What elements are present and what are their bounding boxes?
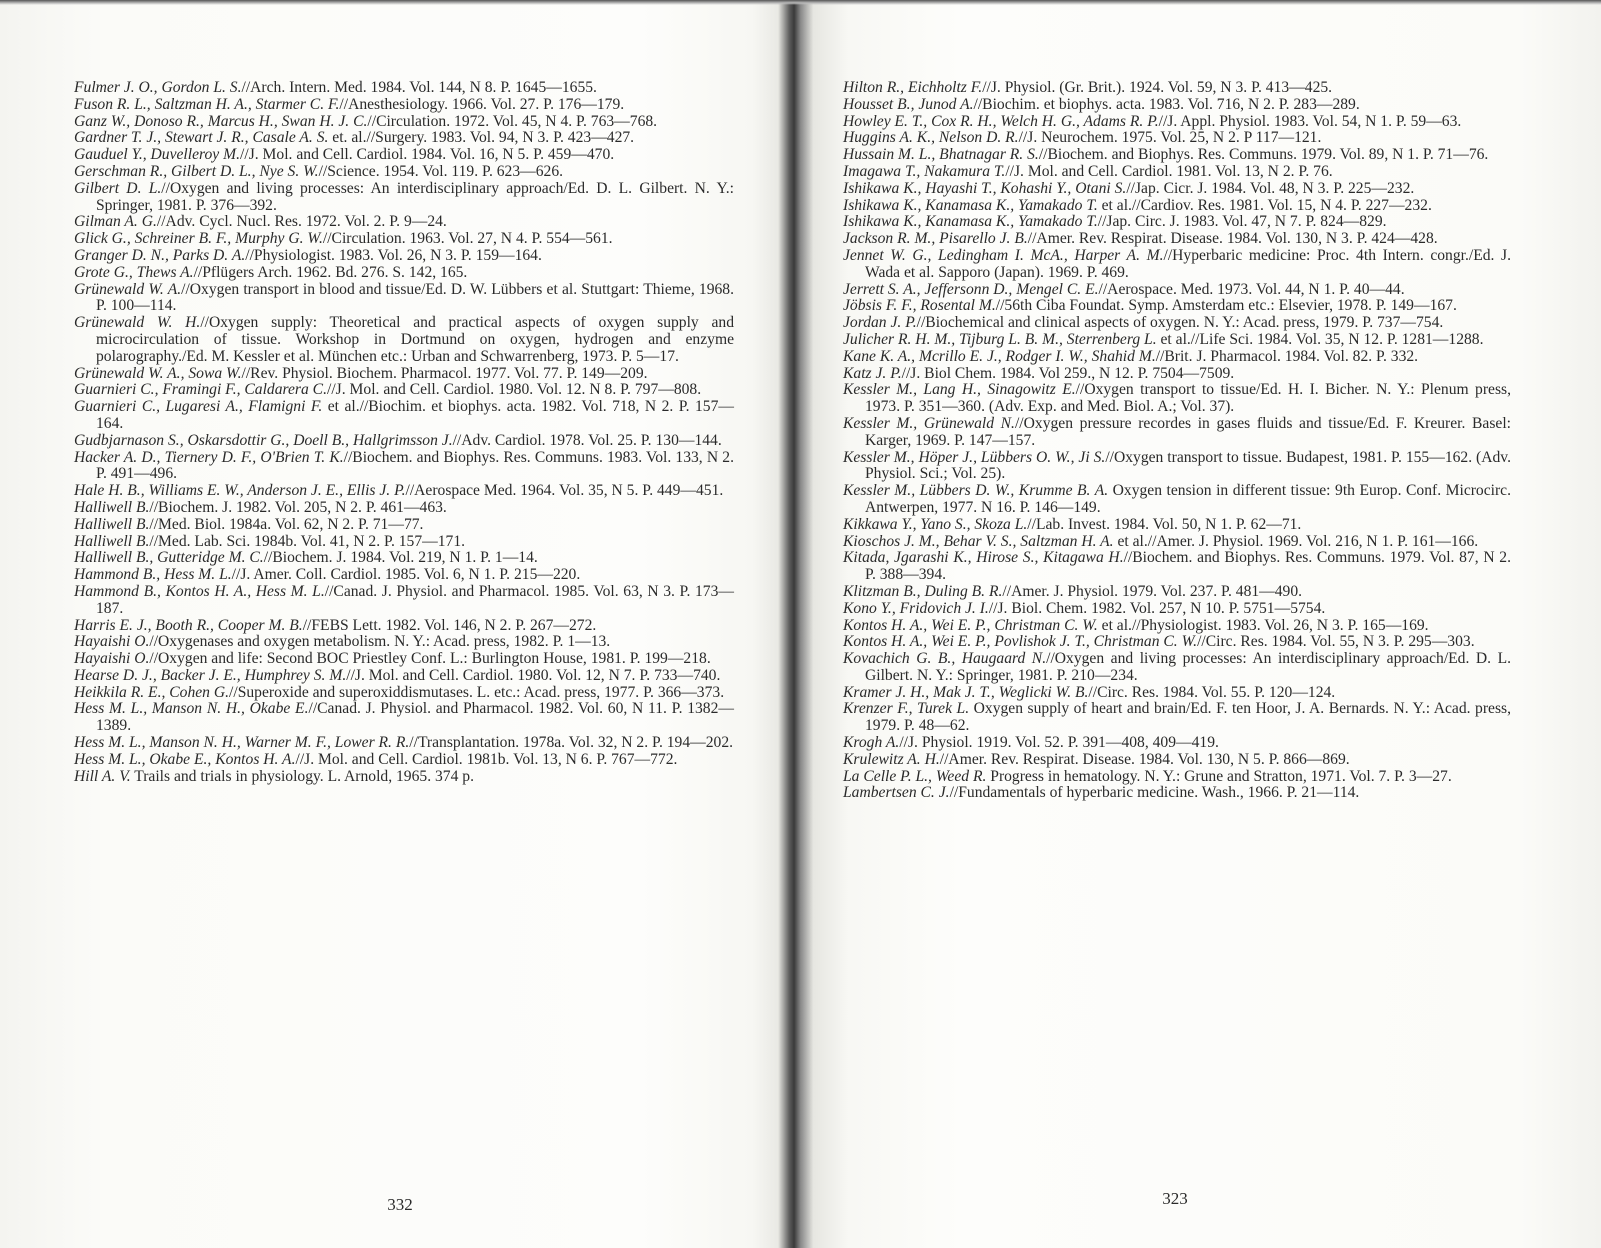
reference-authors: Hacker A. D., Tiernery D. F., O'Brien T. K.	[74, 448, 344, 466]
reference-details: //J. Mol. and Cell. Cardiol. 1984. Vol. 16, N 5. P. 459—470.	[240, 146, 615, 164]
reference-details: //Hyperbaric medicine: Proc. 4th Intern. congr./Ed. J. Wada et al. Sapporo (Japan). 1969. P. 469.	[865, 246, 1511, 281]
reference-authors: Kovachich G. B., Haugaard N.	[843, 650, 1047, 668]
reference-entry	[74, 567, 734, 584]
reference-entry	[843, 80, 1511, 97]
reference-details: //Adv. Cardiol. 1978. Vol. 25. P. 130—144.	[452, 431, 722, 449]
reference-authors: Kontos H. A., Wei E. P., Christman C. W.	[843, 616, 1098, 634]
reference-details: //Arch. Intern. Med. 1984. Vol. 144, N 8. P. 1645—1655.	[241, 79, 597, 96]
reference-authors: Halliwell B., Gutteridge M. C.	[74, 549, 264, 567]
reference-authors: Krulewitz A. H.	[843, 750, 940, 768]
reference-details: //J. Biol Chem. 1984. Vol 259., N 12. P. 7504—7509.	[901, 364, 1235, 382]
reference-authors: Grünewald W. A., Sowa W.	[74, 364, 242, 382]
reference-entry	[74, 769, 734, 786]
reference-entry	[843, 634, 1511, 651]
reference-authors: Fulmer J. O., Gordon L. S.	[74, 79, 242, 96]
reference-authors: Ganz W., Donoso R., Marcus H., Swan H. J. C.	[74, 112, 368, 130]
reference-details: //Circulation. 1972. Vol. 45, N 4. P. 763—768.	[367, 112, 658, 130]
reference-entry	[843, 450, 1511, 484]
reference-entry	[843, 382, 1511, 416]
reference-entry	[843, 97, 1511, 114]
reference-entry	[74, 450, 734, 484]
reference-authors: Gauduel Y., Duvelleroy M.	[74, 146, 241, 164]
reference-details: //J. Physiol. (Gr. Brit.). 1924. Vol. 59, N 3. P. 413—425.	[982, 79, 1333, 96]
reference-authors: Glick G., Schreiner B. F., Murphy G. W.	[74, 230, 323, 248]
reference-details: //Aerospace Med. 1964. Vol. 35, N 5. P. 449—451.	[405, 482, 724, 500]
reference-authors: Heikkila R. E., Cohen G.	[74, 683, 230, 701]
right-page	[843, 80, 1511, 802]
reference-entry	[74, 517, 734, 534]
left-page	[74, 80, 734, 785]
reference-entry	[74, 433, 734, 450]
reference-entry	[843, 752, 1511, 769]
reference-authors: Housset B., Junod A.	[843, 95, 974, 113]
reference-authors: Grünewald W. H.	[74, 314, 201, 332]
reference-entry	[74, 97, 734, 114]
reference-entry	[74, 584, 734, 618]
reference-details: et al.//Cardiov. Res. 1981. Vol. 15, N 4. P. 227—232.	[1097, 196, 1432, 214]
reference-authors: Kessler M., Lang H., Sinagowitz E.	[843, 381, 1076, 399]
reference-authors: Halliwell B.	[74, 515, 150, 533]
reference-authors: Kessler M., Grünewald N.	[843, 414, 1015, 432]
reference-entry	[843, 785, 1511, 802]
reference-authors: Jennet W. G., Ledingham I. McA., Harper A. M.	[843, 246, 1164, 264]
reference-details: //Amer. Rev. Respirat. Disease. 1984. Vol. 130, N 5. P. 866—869.	[939, 750, 1350, 768]
reference-details: //Aerospace. Med. 1973. Vol. 44, N 1. P. 40—44.	[1098, 280, 1405, 298]
reference-details: //Med. Biol. 1984a. Vol. 62, N 2. P. 71—77.	[149, 515, 424, 533]
reference-authors: Granger D. N., Parks D. A.	[74, 246, 246, 264]
reference-details: //Adv. Cycl. Nucl. Res. 1972. Vol. 2. P. 9—24.	[156, 213, 447, 231]
reference-authors: Klitzman B., Duling B. R.	[843, 582, 1003, 600]
reference-details: //Anesthesiology. 1966. Vol. 27. P. 176—179.	[339, 95, 625, 113]
reference-entry	[843, 618, 1511, 635]
reference-details: //Jap. Circ. J. 1983. Vol. 47, N 7. P. 824—829.	[1097, 213, 1387, 231]
reference-authors: Guarnieri C., Lugaresi A., Flamigni F.	[74, 398, 323, 416]
reference-details: //Oxygen transport to tissue. Budapest, 1981. P. 155—162. (Adv. Physiol. Sci.; Vol. 25).	[865, 448, 1511, 483]
reference-authors: Kontos H. A., Wei E. P., Povlishok J. T., Christman C. W.	[843, 633, 1198, 651]
reference-entry	[74, 634, 734, 651]
reference-entry	[74, 651, 734, 668]
reference-authors: Hayaishi O.	[74, 633, 150, 651]
reference-entry	[843, 701, 1511, 735]
reference-authors: Krenzer F., Turek L.	[843, 700, 970, 718]
reference-details: //Biochem. J. 1982. Vol. 205, N 2. P. 461—463.	[149, 498, 447, 516]
reference-entry	[843, 517, 1511, 534]
reference-entry	[74, 315, 734, 365]
reference-entry	[843, 534, 1511, 551]
reference-details: //J. Amer. Coll. Cardiol. 1985. Vol. 6, N 1. P. 215—220.	[231, 566, 581, 584]
reference-details: //Fundamentals of hyperbaric medicine. Wash., 1966. P. 21—114.	[949, 784, 1360, 802]
reference-details: //J. Neurochem. 1975. Vol. 25, N 2. P 117—121.	[1018, 129, 1322, 147]
reference-entry	[843, 735, 1511, 752]
reference-details: Progress in hematology. N. Y.: Grune and Stratton, 1971. Vol. 7. P. 3—27.	[986, 767, 1452, 785]
reference-authors: Gilbert D. L.	[74, 179, 162, 197]
reference-details: //Amer. J. Physiol. 1979. Vol. 237. P. 481—490.	[1002, 582, 1303, 600]
reference-details: //J. Mol. and Cell. Cardiol. 1981b. Vol. 13, N 6. P. 767—772.	[295, 750, 678, 768]
reference-authors: Gilman A. G.	[74, 213, 157, 231]
reference-details: //Oxygen and living processes: An interdisciplinary approach/Ed. D. L. Gilbert. N. Y.: Springer, 1981. P. 210—234.	[865, 650, 1512, 684]
reference-authors: Hill A. V.	[74, 767, 131, 785]
reference-authors: Hess M. L., Manson N. H., Okabe E.	[74, 700, 309, 718]
reference-entry	[843, 114, 1511, 131]
reference-entry	[74, 752, 734, 769]
reference-authors: Hammond B., Kontos H. A., Hess M. L.	[74, 582, 325, 600]
reference-details: //Circ. Res. 1984. Vol. 55, N 3. P. 295—303.	[1197, 633, 1475, 651]
reference-authors: Hammond B., Hess M. L.	[74, 566, 232, 584]
reference-entry	[843, 147, 1511, 164]
reference-authors: Hilton R., Eichholtz F.	[843, 79, 983, 96]
reference-details: //Physiologist. 1983. Vol. 26, N 3. P. 159—164.	[245, 246, 542, 264]
left-page-number: 332	[387, 1195, 413, 1214]
reference-details: //Oxygen and living processes: An interdisciplinary approach/Ed. D. L. Gilbert. N. Y.: Springer, 1981. P. 376—392.	[96, 179, 734, 214]
right-reference-list	[843, 80, 1511, 802]
reference-entry	[74, 500, 734, 517]
reference-details: //J. Mol. and Cell. Cardiol. 1981. Vol. 13, N 2. P. 76.	[1005, 162, 1333, 180]
reference-details: //Oxygen transport in blood and tissue/Ed. D. W. Lübbers et al. Stuttgart: Thieme, 1968. P. 100—114.	[96, 280, 734, 315]
reference-entry	[74, 618, 734, 635]
reference-details: //Circulation. 1963. Vol. 27, N 4. P. 554—561.	[322, 230, 613, 248]
reference-authors: Ishikawa K., Kanamasa K., Yamakado T.	[843, 196, 1098, 214]
reference-details: //Oxygen supply: Theoretical and practical aspects of oxygen supply and microcirculation of tissue. Workshop in Dortmund on oxygen, hydrogen and enzyme polarography./Ed. M. Kessler et al. München etc.: Urban and Schwarrenberg, 1973. P. 5—17.	[96, 314, 734, 365]
reference-entry	[74, 701, 734, 735]
reference-details: //J. Mol. and Cell. Cardiol. 1980. Vol. 12, N 7. P. 733—740.	[346, 666, 721, 684]
reference-entry	[74, 735, 734, 752]
reference-authors: Jöbsis F. F., Rosental M.	[843, 297, 996, 315]
reference-entry	[843, 601, 1511, 618]
reference-details: Oxygen tension in different tissue: 9th Europ. Conf. Microcirc. Antwerpen, 1977. N 16. P. 146—149.	[865, 482, 1511, 516]
reference-details: //Canad. J. Physiol. and Pharmacol. 1982. Vol. 60, N 11. P. 1382—1389.	[96, 700, 734, 735]
reference-entry	[843, 349, 1511, 366]
reference-details: //Biochem. and Biophys. Res. Communs. 1979. Vol. 89, N 1. P. 71—76.	[1038, 146, 1489, 164]
reference-entry	[74, 483, 734, 500]
reference-entry	[74, 366, 734, 383]
reference-details: et. al.//Surgery. 1983. Vol. 94, N 3. P. 423—427.	[328, 129, 635, 147]
reference-entry	[74, 685, 734, 702]
reference-authors: Guarnieri C., Framingi F., Caldarera C.	[74, 381, 327, 399]
reference-authors: Halliwell B.	[74, 498, 150, 516]
reference-authors: Julicher R. H. M., Tijburg L. B. M., Sterrenberg L.	[843, 330, 1157, 348]
reference-authors: Harris E. J., Booth R., Cooper M. B.	[74, 616, 303, 634]
reference-details: //Lab. Invest. 1984. Vol. 50, N 1. P. 62—71.	[1027, 515, 1302, 533]
reference-authors: Hess M. L., Okabe E., Kontos H. A.	[74, 750, 296, 768]
reference-authors: Kessler M., Lübbers D. W., Krumme B. A.	[843, 482, 1109, 500]
reference-authors: Kitada, Jgarashi K., Hirose S., Kitagawa H.	[843, 549, 1124, 567]
reference-details: //Oxygenases and oxygen metabolism. N. Y.: Acad. press, 1982. P. 1—13.	[149, 633, 611, 651]
reference-entry	[843, 231, 1511, 248]
reference-authors: Gudbjarnason S., Oskarsdottir G., Doell B., Hallgrimsson J.	[74, 431, 453, 449]
top-edge-shadow	[0, 0, 1601, 5]
reference-entry	[843, 769, 1511, 786]
reference-details: //Amer. Rev. Respirat. Disease. 1984. Vol. 130, N 3. P. 424—428.	[1027, 230, 1438, 248]
reference-authors: Hussain M. L., Bhatnagar R. S.	[843, 146, 1039, 164]
reference-details: Trails and trials in physiology. L. Arnold, 1965. 374 p.	[130, 767, 474, 785]
reference-entry	[843, 282, 1511, 299]
reference-entry	[74, 382, 734, 399]
reference-details: //Science. 1954. Vol. 119. P. 623—626.	[318, 162, 564, 180]
reference-details: //J. Biol. Chem. 1982. Vol. 257, N 10. P. 5751—5754.	[988, 599, 1326, 617]
reference-details: //Superoxide and superoxiddismutases. L. etc.: Acad. press, 1977. P. 366—373.	[229, 683, 725, 701]
reference-entry	[74, 282, 734, 316]
reference-details: et al.//Life Sci. 1984. Vol. 35, N 12. P. 1281—1288.	[1156, 330, 1484, 348]
reference-authors: Grünewald W. A.	[74, 280, 182, 298]
reference-details: //Pflügers Arch. 1962. Bd. 276. S. 142, 165.	[193, 263, 468, 281]
reference-entry	[74, 147, 734, 164]
reference-entry	[843, 298, 1511, 315]
reference-authors: Lambertsen C. J.	[843, 784, 950, 802]
reference-details: //Biochem. J. 1984. Vol. 219, N 1. P. 1—14.	[263, 549, 538, 567]
reference-entry	[74, 534, 734, 551]
left-reference-list	[74, 80, 734, 785]
reference-details: et al.//Biochim. et biophys. acta. 1982. Vol. 718, N 2. P. 157—164.	[96, 398, 734, 432]
reference-authors: Hayaishi O.	[74, 650, 150, 668]
reference-entry	[74, 231, 734, 248]
reference-entry	[843, 181, 1511, 198]
reference-entry	[74, 114, 734, 131]
reference-authors: Hess M. L., Manson N. H., Warner M. F., Lower R. R.	[74, 734, 410, 752]
reference-authors: Kikkawa Y., Yano S., Skoza L.	[843, 515, 1028, 533]
reference-details: //Canad. J. Physiol. and Pharmacol. 1985. Vol. 63, N 3. P. 173—187.	[96, 582, 734, 617]
reference-authors: Howley E. T., Cox R. H., Welch H. G., Adams R. P.	[843, 112, 1159, 130]
reference-entry	[74, 265, 734, 282]
reference-authors: Hale H. B., Williams E. W., Anderson J. E., Ellis J. P.	[74, 482, 406, 500]
reference-details: //Oxygen and life: Second BOC Priestley Conf. L.: Burlington House, 1981. P. 199—218.	[149, 650, 711, 668]
reference-entry	[843, 685, 1511, 702]
reference-details: //Transplantation. 1978a. Vol. 32, N 2. P. 194—202.	[409, 734, 734, 752]
reference-details: //FEBS Lett. 1982. Vol. 146, N 2. P. 267—272.	[302, 616, 597, 634]
reference-entry	[843, 584, 1511, 601]
reference-authors: Ishikawa K., Hayashi T., Kohashi Y., Otani S.	[843, 179, 1127, 197]
reference-entry	[843, 651, 1511, 685]
reference-details: //Biochem. and Biophys. Res. Communs. 1979. Vol. 87, N 2. P. 388—394.	[865, 549, 1511, 584]
reference-details: //Oxygen transport to tissue/Ed. H. I. Bicher. N. Y.: Plenum press, 1973. P. 351—360. (Adv. Exp. and Med. Biol. A.; Vol. 37).	[865, 381, 1511, 416]
reference-details: //56th Ciba Foundat. Symp. Amsterdam etc.: Elsevier, 1978. P. 149—167.	[995, 297, 1457, 315]
reference-details: //Oxygen pressure recordes in gases fluids and tissue/Ed. F. Kreurer. Basel: Karger, 1969. P. 147—157.	[865, 414, 1512, 449]
reference-details: et al.//Amer. J. Physiol. 1969. Vol. 216, N 1. P. 161—166.	[1113, 532, 1479, 550]
reference-entry	[843, 214, 1511, 231]
reference-entry	[843, 315, 1511, 332]
reference-authors: Imagawa T., Nakamura T.	[843, 162, 1006, 180]
reference-authors: Halliwell B.	[74, 532, 150, 550]
reference-details: //J. Mol. and Cell. Cardiol. 1980. Vol. 12. N 8. P. 797—808.	[327, 381, 702, 399]
reference-authors: Katz J. P.	[843, 364, 902, 382]
reference-details: //Biochemical and clinical aspects of oxygen. N. Y.: Acad. press, 1979. P. 737—754.	[916, 314, 1444, 332]
reference-authors: Jerrett S. A., Jeffersonn D., Mengel C. E.	[843, 280, 1099, 298]
right-page-number: 323	[1162, 1189, 1188, 1208]
reference-authors: Kramer J. H., Mak J. T., Weglicki W. B.	[843, 683, 1089, 701]
reference-entry	[843, 483, 1511, 517]
reference-entry	[74, 214, 734, 231]
reference-entry	[74, 248, 734, 265]
reference-entry	[74, 668, 734, 685]
reference-details: et al.//Physiologist. 1983. Vol. 26, N 3. P. 165—169.	[1097, 616, 1429, 634]
reference-entry	[843, 416, 1511, 450]
reference-authors: Ishikawa K., Kanamasa K., Yamakado T.	[843, 213, 1098, 231]
reference-entry	[74, 181, 734, 215]
reference-entry	[843, 248, 1511, 282]
reference-entry	[843, 130, 1511, 147]
reference-entry	[843, 198, 1511, 215]
reference-details: //Circ. Res. 1984. Vol. 55. P. 120—124.	[1088, 683, 1336, 701]
reference-details: //Med. Lab. Sci. 1984b. Vol. 41, N 2. P. 157—171.	[149, 532, 466, 550]
reference-entry	[843, 366, 1511, 383]
reference-entry	[843, 332, 1511, 349]
reference-details: //J. Physiol. 1919. Vol. 52. P. 391—408, 409—419.	[899, 734, 1219, 752]
reference-authors: Krogh A.	[843, 734, 900, 752]
reference-entry	[843, 550, 1511, 584]
reference-authors: Jackson R. M., Pisarello J. B.	[843, 230, 1028, 248]
reference-authors: Grote G., Thews A.	[74, 263, 194, 281]
reference-details: Oxygen supply of heart and brain/Ed. F. ten Hoor, J. A. Bernards. N. Y.: Acad. press, 1979. P. 48—62.	[865, 700, 1511, 735]
reference-entry	[74, 164, 734, 181]
reference-details: //Biochim. et biophys. acta. 1983. Vol. 716, N 2. P. 283—289.	[973, 95, 1360, 113]
reference-details: //Biochem. and Biophys. Res. Communs. 1983. Vol. 133, N 2. P. 491—496.	[96, 448, 734, 483]
reference-entry	[843, 164, 1511, 181]
reference-authors: Gardner T. J., Stewart J. R., Casale A. S.	[74, 129, 329, 147]
reference-authors: Fuson R. L., Saltzman H. A., Starmer C. F.	[74, 95, 340, 113]
reference-authors: La Celle P. L., Weed R.	[843, 767, 987, 785]
reference-details: //Brit. J. Pharmacol. 1984. Vol. 82. P. 332.	[1155, 347, 1419, 365]
reference-details: //J. Appl. Physiol. 1983. Vol. 54, N 1. P. 59—63.	[1158, 112, 1462, 130]
reference-entry	[74, 399, 734, 433]
reference-entry	[74, 550, 734, 567]
reference-details: //Rev. Physiol. Biochem. Pharmacol. 1977. Vol. 77. P. 149—209.	[241, 364, 648, 382]
reference-entry	[74, 130, 734, 147]
reference-authors: Kessler M., Höper J., Lübbers O. W., Ji S.	[843, 448, 1106, 466]
reference-authors: Huggins A. K., Nelson D. R.	[843, 129, 1019, 147]
reference-authors: Kane K. A., Mcrillo E. J., Rodger I. W., Shahid M.	[843, 347, 1156, 365]
reference-authors: Gerschman R., Gilbert D. L., Nye S. W.	[74, 162, 319, 180]
reference-authors: Jordan J. P.	[843, 314, 917, 332]
reference-authors: Hearse D. J., Backer J. E., Humphrey S. M.	[74, 666, 347, 684]
reference-entry	[74, 80, 734, 97]
reference-details: //Jap. Cicr. J. 1984. Vol. 48, N 3. P. 225—232.	[1126, 179, 1415, 197]
reference-authors: Kono Y., Fridovich J. I.	[843, 599, 989, 617]
reference-authors: Kioschos J. M., Behar V. S., Saltzman H. A.	[843, 532, 1114, 550]
